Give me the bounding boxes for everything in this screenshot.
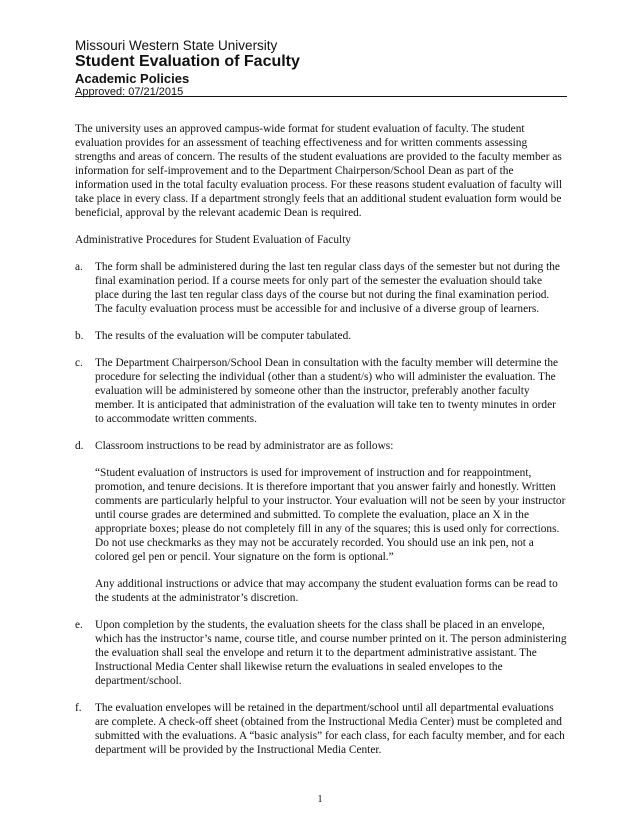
list-item-text: Classroom instructions to be read by administrator are as follows: (95, 440, 394, 452)
header-divider (75, 96, 567, 97)
list-item-e (75, 618, 567, 688)
instructions-quote: “Student evaluation of instructors is used for improvement of instruction and for reappointment, promotion, and tenure decisions. It is therefore important that you answer fairly and honestly. Written comments are particularly helpful to your instructor. Your evaluation will not be seen by your instructor until course grades are determined and submitted. To complete the evaluation, place an X in the appropriate boxes; please do not completely fill in any of the squares; this is used only for corrections. Do not use checkmarks as they may not be accurately recorded. You should use an ink pen, not a colored gel pen or pencil. Your signature on the form is optional.” (95, 467, 566, 563)
list-marker: d. (75, 440, 84, 452)
list-marker: c. (75, 357, 83, 369)
list-item-text: The results of the evaluation will be computer tabulated. (95, 330, 352, 342)
document-header (75, 38, 566, 99)
list-item-text: Upon completion by the students, the evaluation sheets for the class shall be placed in an envelope, which has the instructor’s name, course title, and course number printed on it. The person administering the evaluation shall seal the envelope and return it to the department administrative assistant. The Instructional Media Center shall likewise return the evaluations in sealed envelopes to the department/school. (95, 619, 567, 687)
page-number: 1 (317, 794, 323, 805)
intro-paragraph: The university uses an approved campus-wide format for student evaluation of faculty. The student evaluation provides for an assessment of teaching effectiveness and for written comments assessing strengths and areas of concern. The results of the student evaluations are provided to the faculty member as information for self-improvement and to the Department Chairperson/School Dean as part of the information used in the total faculty evaluation process. For these reasons student evaluation of faculty will take place in every class. If a department strongly feels that an additional student evaluation form would be beneficial, approval by the relevant academic Dean is required. (75, 123, 563, 219)
approved-date: Approved: 07/21/2015 (75, 86, 184, 98)
list-item-text: The evaluation envelopes will be retained in the department/school until all departmental evaluations are complete. A check-off sheet (obtained from the Instructional Media Center) must be completed and submitted with the evaluations. A “basic analysis” for each class, for each faculty member, and for each department will be provided by the Instructional Media Center. (95, 702, 565, 756)
list-item-c (75, 356, 567, 426)
list-marker: f. (75, 702, 82, 714)
list-item-text: The Department Chairperson/School Dean in consultation with the faculty member will determine the procedure for selecting the individual (other than a student/s) who will administer the evaluation. The evaluation will be administered by someone other than the instructor, preferably another faculty member. It is anticipated that administration of the evaluation will take ten to twenty minutes in order to accommodate written comments. (95, 357, 559, 425)
document-subtitle: Academic Policies (75, 71, 190, 86)
document-title: Student Evaluation of Faculty (75, 53, 300, 70)
list-marker: e. (75, 619, 83, 631)
document-body (75, 122, 567, 770)
list-item-d (75, 439, 567, 605)
section-heading: Administrative Procedures for Student Evaluation of Faculty (75, 234, 351, 246)
list-marker: b. (75, 330, 84, 342)
instructions-note: Any additional instructions or advice that may accompany the student evaluation forms can be read to the students at the administrator’s discretion. (95, 578, 558, 604)
list-item-b (75, 329, 567, 343)
university-name: Missouri Western State University (75, 38, 278, 53)
list-item-f (75, 701, 567, 757)
list-item-a (75, 260, 567, 316)
list-marker: a. (75, 261, 83, 273)
list-item-text: The form shall be administered during the last ten regular class days of the semester but not during the final examination period. If a course meets for only part of the semester the evaluation should take place during the last ten regular class days of the course but not during the final examination period. The faculty evaluation process must be accessible for and inclusive of a diverse group of learners. (95, 261, 560, 315)
